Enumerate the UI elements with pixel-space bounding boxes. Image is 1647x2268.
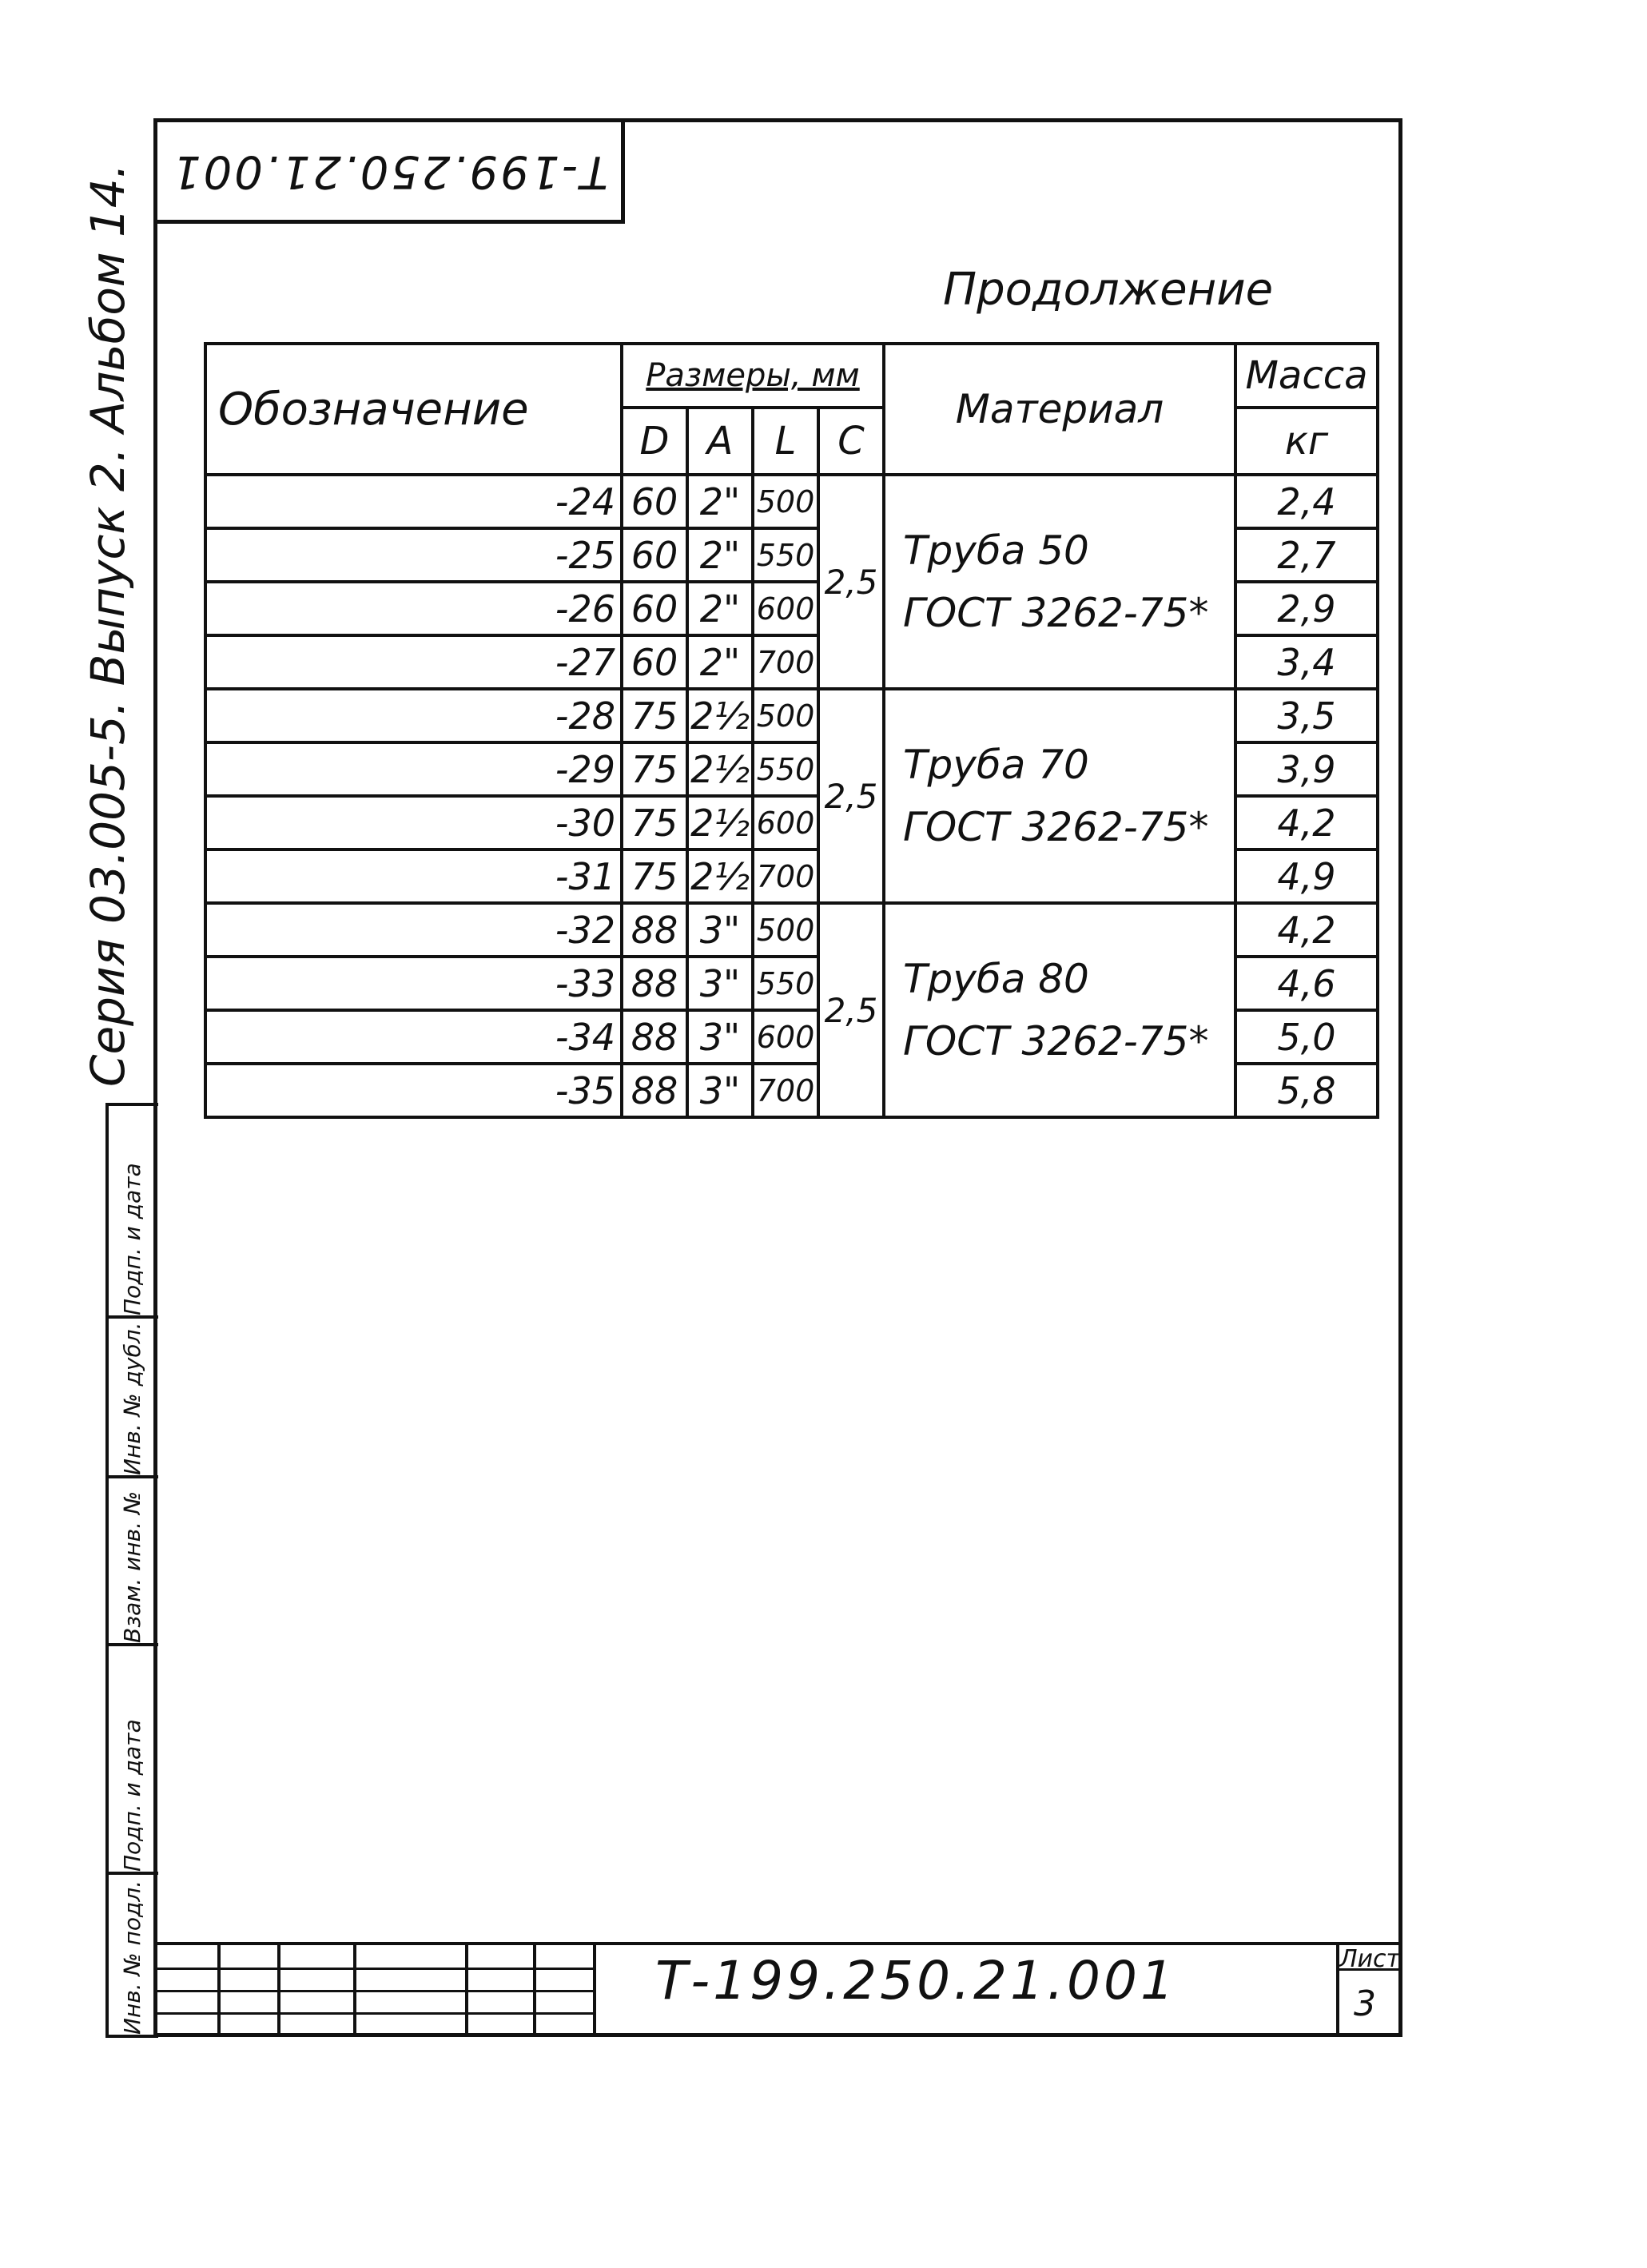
top-code-stamp	[153, 118, 625, 224]
side-label: Подп. и дата	[119, 1163, 145, 1315]
cell-A: 2"	[687, 582, 753, 635]
table-row	[205, 903, 1378, 957]
cell-mass: 4,2	[1235, 903, 1378, 957]
cell-mass: 2,4	[1235, 475, 1378, 528]
cell-D: 88	[622, 1064, 687, 1117]
cell-L: 600	[753, 582, 818, 635]
cell-D: 88	[622, 957, 687, 1010]
cell-mass: 4,9	[1235, 850, 1378, 903]
material-standard: ГОСТ 3262-75*	[903, 804, 1209, 850]
cell-mass: 3,9	[1235, 742, 1378, 796]
cell-mass: 2,9	[1235, 582, 1378, 635]
side-approval-stamp	[105, 1103, 158, 2038]
cell-designation: -31	[205, 850, 622, 903]
cell-mass: 3,4	[1235, 635, 1378, 689]
cell-L: 550	[753, 957, 818, 1010]
cell-designation: -27	[205, 635, 622, 689]
title-block-divider	[277, 1945, 280, 2033]
side-label: Инв. № дубл.	[119, 1322, 145, 1475]
title-block-rule	[157, 2012, 593, 2015]
cell-D: 75	[622, 689, 687, 742]
cell-designation: -29	[205, 742, 622, 796]
cell-A: 2½	[687, 689, 753, 742]
header-sizes: Размеры, мм	[622, 344, 884, 408]
cell-C: 2,5	[818, 903, 884, 1117]
cell-L: 700	[753, 1064, 818, 1117]
cell-D: 60	[622, 475, 687, 528]
side-label: Инв. № подл.	[119, 1880, 145, 2035]
cell-D: 88	[622, 903, 687, 957]
title-block-divider	[353, 1945, 356, 2033]
cell-A: 3"	[687, 1064, 753, 1117]
cell-A: 3"	[687, 1010, 753, 1064]
cell-mass: 3,5	[1235, 689, 1378, 742]
cell-material	[884, 689, 1235, 903]
cell-D: 60	[622, 582, 687, 635]
material-standard: ГОСТ 3262-75*	[903, 1018, 1209, 1064]
cell-L: 550	[753, 528, 818, 582]
cell-mass: 2,7	[1235, 528, 1378, 582]
cell-L: 700	[753, 850, 818, 903]
sheet-number: 3	[1354, 1984, 1376, 2024]
cell-A: 3"	[687, 957, 753, 1010]
header-L: L	[753, 408, 818, 475]
top-code-text: Т-199.250.21.001	[170, 145, 608, 197]
cell-C: 2,5	[818, 475, 884, 689]
cell-L: 600	[753, 796, 818, 850]
cell-D: 88	[622, 1010, 687, 1064]
title-block-divider	[465, 1945, 468, 2033]
cell-designation: -35	[205, 1064, 622, 1117]
material-standard: ГОСТ 3262-75*	[903, 590, 1209, 636]
cell-designation: -26	[205, 582, 622, 635]
cell-material	[884, 903, 1235, 1117]
cell-designation: -34	[205, 1010, 622, 1064]
title-block-divider	[533, 1945, 536, 2033]
cell-L: 500	[753, 689, 818, 742]
side-cell	[109, 1106, 158, 1319]
material-name: Труба 70	[903, 742, 1089, 788]
header-material: Материал	[884, 344, 1235, 475]
cell-designation: -24	[205, 475, 622, 528]
cell-designation: -32	[205, 903, 622, 957]
cell-mass: 5,8	[1235, 1064, 1378, 1117]
table-row	[205, 475, 1378, 528]
cell-material	[884, 475, 1235, 689]
side-label: Подп. и дата	[119, 1719, 145, 1872]
cell-L: 500	[753, 903, 818, 957]
header-C: C	[818, 408, 884, 475]
side-label: Взам. инв. №	[119, 1490, 145, 1643]
cell-A: 2½	[687, 742, 753, 796]
side-series-text: Серия 03.005-5. Выпуск 2. Альбом 14.	[81, 163, 135, 1087]
cell-D: 75	[622, 796, 687, 850]
spec-table	[204, 342, 1379, 1119]
cell-D: 75	[622, 850, 687, 903]
title-block-divider	[593, 1945, 596, 2033]
document-code: Т-199.250.21.001	[655, 1950, 1177, 2011]
title-block-divider	[217, 1945, 221, 2033]
cell-L: 550	[753, 742, 818, 796]
material-name: Труба 80	[903, 956, 1089, 1002]
cell-C: 2,5	[818, 689, 884, 903]
side-cell	[109, 1875, 158, 2038]
cell-D: 75	[622, 742, 687, 796]
side-cell	[109, 1319, 158, 1478]
cell-A: 3"	[687, 903, 753, 957]
cell-A: 2½	[687, 850, 753, 903]
header-mass-unit: кг	[1235, 408, 1378, 475]
cell-L: 600	[753, 1010, 818, 1064]
side-cell	[109, 1478, 158, 1646]
cell-A: 2"	[687, 528, 753, 582]
cell-designation: -30	[205, 796, 622, 850]
cell-D: 60	[622, 528, 687, 582]
cell-mass: 4,6	[1235, 957, 1378, 1010]
sheet-label: Лист	[1339, 1945, 1401, 1973]
material-name: Труба 50	[903, 527, 1089, 574]
cell-designation: -28	[205, 689, 622, 742]
cell-mass: 4,2	[1235, 796, 1378, 850]
header-A: A	[687, 408, 753, 475]
cell-mass: 5,0	[1235, 1010, 1378, 1064]
title-block-rule	[157, 1968, 593, 1970]
header-designation: Обозначение	[205, 344, 622, 475]
cell-D: 60	[622, 635, 687, 689]
continuation-label: Продолжение	[943, 264, 1274, 316]
side-cell	[109, 1646, 158, 1875]
cell-A: 2½	[687, 796, 753, 850]
header-mass: Масса	[1235, 344, 1378, 408]
cell-A: 2"	[687, 635, 753, 689]
cell-A: 2"	[687, 475, 753, 528]
cell-L: 500	[753, 475, 818, 528]
cell-L: 700	[753, 635, 818, 689]
cell-designation: -33	[205, 957, 622, 1010]
cell-designation: -25	[205, 528, 622, 582]
title-block-rule	[157, 1990, 593, 1992]
header-D: D	[622, 408, 687, 475]
table-row	[205, 689, 1378, 742]
